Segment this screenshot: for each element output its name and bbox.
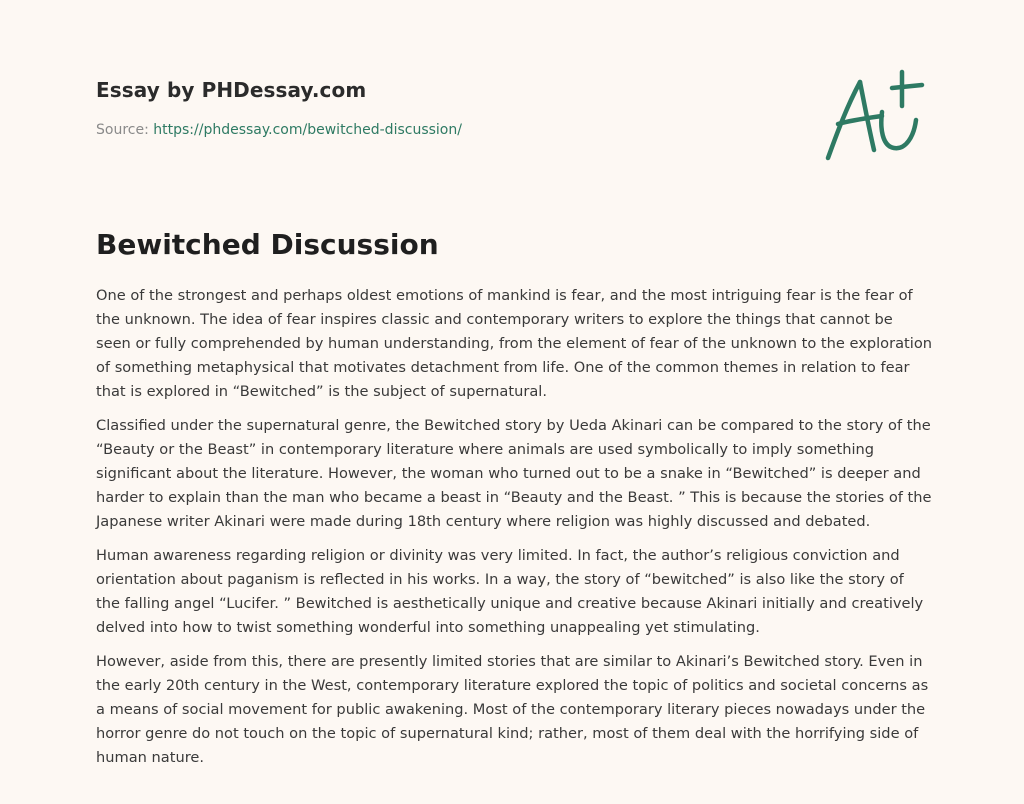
essay-body (96, 284, 932, 780)
essay-paragraph: One of the strongest and perhaps oldest emotions of mankind is fear, and the most intriguing fear is the fear of the unknown. The idea of fear inspires classic and contemporary writers to explore the things that cannot be seen or fully comprehended by human understanding, from the element of fear of the unknown to the exploration of something metaphysical that motivates detachment from life. One of the common themes in relation to fear that is explored in “Bewitched” is the subject of supernatural. (96, 287, 932, 400)
a-plus-grade-icon (822, 66, 926, 164)
page-title: Bewitched Discussion (96, 228, 439, 261)
site-title: Essay by PHDessay.com (96, 78, 367, 102)
source-line (96, 120, 816, 140)
essay-paragraph: Human awareness regarding religion or divinity was very limited. In fact, the author’s religious conviction and orientation about paganism is reflected in his works. In a way, the story of “bewitched” is also like the story of the falling angel “Lucifer. ” Bewitched is aesthetically unique and creative because Akinari initially and creatively delved into how to twist something wonderful into something unappealing yet stimulating. (96, 547, 924, 636)
source-link[interactable]: https://phdessay.com/bewitched-discussion/ (153, 122, 462, 138)
essay-paragraph: However, aside from this, there are presently limited stories that are similar to Akinari’s Bewitched story. Even in the early 20th century in the West, contemporary literature explored the topic of politics and societal concerns as a means of social movement for public awakening. Most of the contemporary literary pieces nowadays under the horror genre do not touch on the topic of supernatural kind; rather, most of them deal with the horrifying side of human nature. (96, 653, 929, 766)
page-header (96, 76, 816, 140)
essay-paragraph: Classified under the supernatural genre, the Bewitched story by Ueda Akinari can be compared to the story of the “Beauty or the Beast” in contemporary literature where animals are used symbolically to imply something significant about the literature. However, the woman who turned out to be a snake in “Bewitched” is deeper and harder to explain than the man who became a beast in “Beauty and the Beast. ” This is because the stories of the Japanese writer Akinari were made during 18th century where religion was highly discussed and debated. (96, 417, 932, 530)
source-label: Source: (96, 122, 149, 138)
